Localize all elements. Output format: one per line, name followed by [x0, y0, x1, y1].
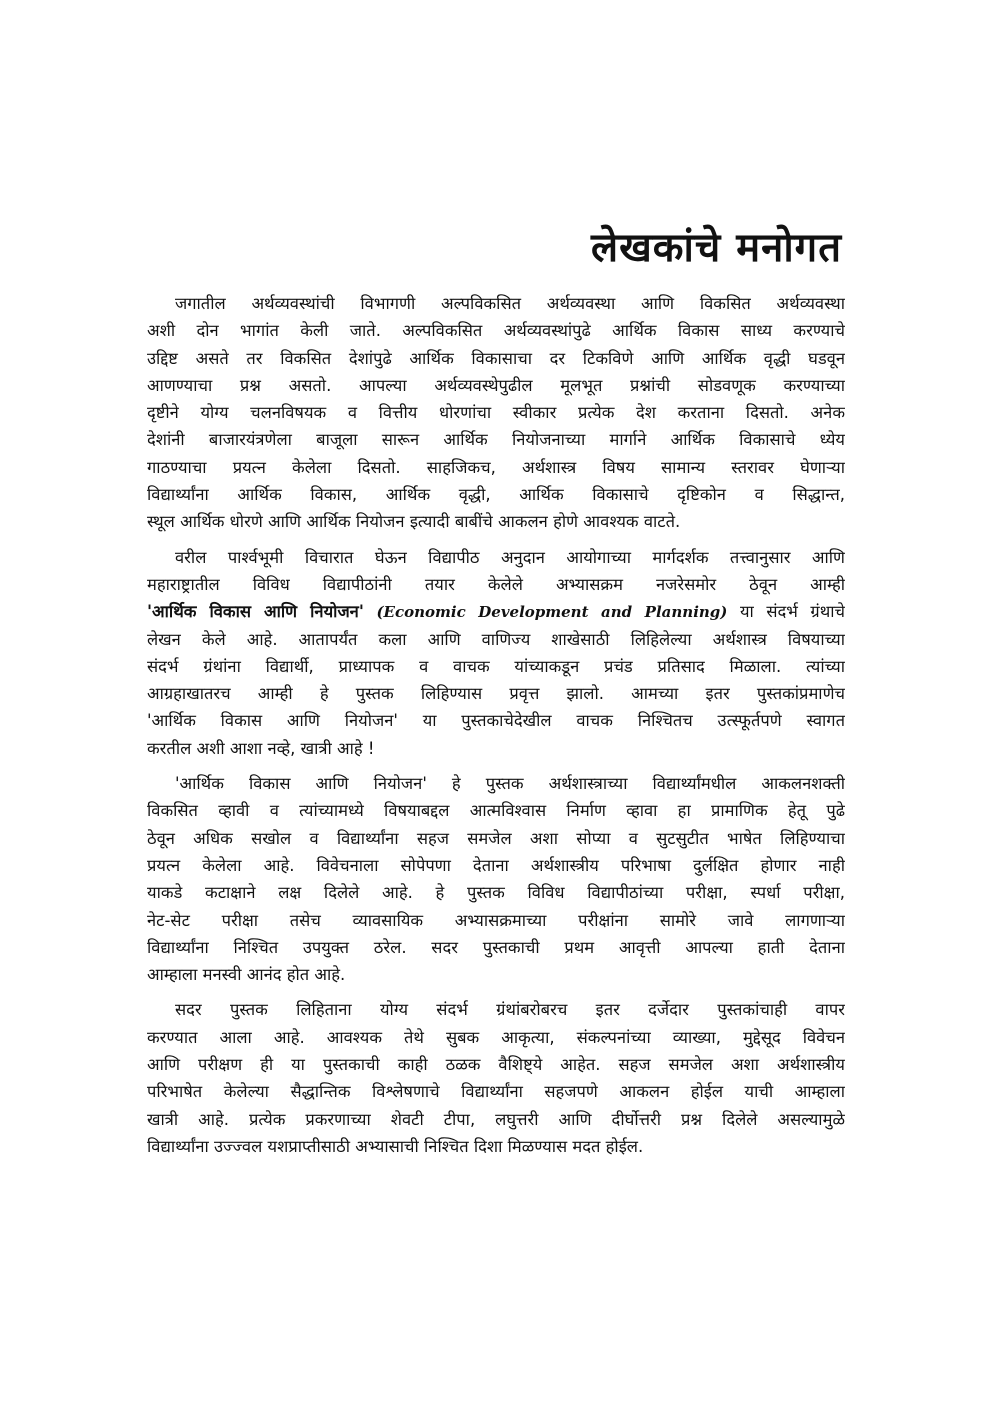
text-line: अशी दोन भागांत केली जाते. अल्पविकसित अर्थव्यवस्थांपुढे आर्थिक विकास साध्य करण्याचे: [147, 321, 845, 341]
text-line: आम्हाला मनस्वी आनंद होत आहे.: [147, 965, 346, 985]
text-line: आणण्याचा प्रश्न असतो. आपल्या अर्थव्यवस्थेपुढील मूलभूत प्रश्नांची सोडवणूक करण्याच्या: [147, 375, 845, 395]
preface-body: [147, 290, 845, 1168]
text-line: महाराष्ट्रातील विविध विद्यापीठांनी तयार केलेले अभ्यासक्रम नजरेसमोर ठेवून आम्ही: [147, 574, 845, 594]
paragraph: [147, 290, 845, 536]
text-line: वरील पार्श्वभूमी विचारात घेऊन विद्यापीठ अनुदान आयोगाच्या मार्गदर्शक तत्त्वानुसार आणि: [175, 547, 845, 567]
text-line: देशांनी बाजारयंत्रणेला बाजूला सारून आर्थिक नियोजनाच्या मार्गाने आर्थिक विकासाचे ध्येय: [147, 430, 845, 450]
text-line: आग्रहाखातरच आम्ही हे पुस्तक लिहिण्यास प्रवृत्त झालो. आमच्या इतर पुस्तकांप्रमाणेच: [147, 684, 845, 704]
text-line: विद्यार्थ्यांना उज्ज्वल यशप्राप्तीसाठी अभ्यासाची निश्चित दिशा मिळण्यास मदत होईल.: [147, 1136, 644, 1156]
english-book-title: (Economic Development and Planning): [376, 603, 728, 622]
paragraph: [147, 544, 845, 762]
text-line: विद्यार्थ्यांना निश्चित उपयुक्त ठरेल. सदर पुस्तकाची प्रथम आवृत्ती आपल्या हाती देताना: [147, 937, 845, 957]
text-line: करतील अशी आशा नव्हे, खात्री आहे !: [147, 738, 375, 758]
text-line: विकसित व्हावी व त्यांच्यामध्ये विषयाबद्दल आत्मविश्वास निर्माण व्हावा हा प्रामाणिक हेतू पुढे: [147, 801, 845, 821]
text-line: लेखन केले आहे. आतापर्यंत कला आणि वाणिज्य शाखेसाठी लिहिलेल्या अर्थशास्त्र विषयाच्या: [147, 629, 845, 649]
text-line: सदर पुस्तक लिहिताना योग्य संदर्भ ग्रंथांबरोबरच इतर दर्जेदार पुस्तकांचाही वापर: [175, 1000, 845, 1020]
text-line: 'आर्थिक विकास आणि नियोजन' या पुस्तकाचेदेखील वाचक निश्चितच उत्स्फूर्तपणे स्वागत: [147, 711, 845, 731]
text-line: ठेवून अधिक सखोल व विद्यार्थ्यांना सहज समजेल अशा सोप्या व सुटसुटीत भाषेत लिहिण्याचा: [147, 828, 845, 848]
text-line: प्रयत्न केलेला आहे. विवेचनाला सोपेपणा देताना अर्थशास्त्रीय परिभाषा दुर्लक्षित होणार नाही: [147, 855, 845, 875]
text-line: नेट-सेट परीक्षा तसेच व्यावसायिक अभ्यासक्रमाच्या परीक्षांना सामोरे जावे लागणाऱ्या: [147, 910, 845, 930]
text-line: करण्यात आला आहे. आवश्यक तेथे सुबक आकृत्या, संकल्पनांच्या व्याख्या, मुद्देसूद विवेचन: [147, 1027, 845, 1047]
page-title: लेखकांचे मनोगत: [590, 225, 842, 271]
text-line: आणि परीक्षण ही या पुस्तकाची काही ठळक वैशिष्ट्ये आहेत. सहज समजेल अशा अर्थशास्त्रीय: [147, 1055, 845, 1075]
text-line: परिभाषेत केलेल्या सैद्धान्तिक विश्लेषणाचे विद्यार्थ्यांना सहजपणे आकलन होईल याची आम्हाला: [147, 1082, 845, 1102]
text-line: संदर्भ ग्रंथांना विद्यार्थी, प्राध्यापक व वाचक यांच्याकडून प्रचंड प्रतिसाद मिळाला. त्यांच्या: [147, 656, 845, 676]
text-line: स्थूल आर्थिक धोरणे आणि आर्थिक नियोजन इत्यादी बाबींचे आकलन होणे आवश्यक वाटते.: [147, 512, 681, 532]
text-line: विद्यार्थ्यांना आर्थिक विकास, आर्थिक वृद्धी, आर्थिक विकासाचे दृष्टिकोन व सिद्धान्त,: [147, 485, 845, 505]
text-line: दृष्टीने योग्य चलनविषयक व वित्तीय धोरणांचा स्वीकार प्रत्येक देश करताना दिसतो. अनेक: [147, 403, 845, 423]
book-title: 'आर्थिक विकास आणि नियोजन': [147, 602, 364, 622]
text-line: जगातील अर्थव्यवस्थांची विभागणी अल्पविकसित अर्थव्यवस्था आणि विकसित अर्थव्यवस्था: [175, 294, 845, 313]
text-line: [147, 598, 845, 625]
line-rest: या संदर्भ ग्रंथाचे: [739, 602, 845, 622]
text-line: गाठण्याचा प्रयत्न केलेला दिसतो. साहजिकच, अर्थशास्त्र विषय सामान्य स्तरावर घेणाऱ्या: [147, 457, 845, 477]
text-line: याकडे कटाक्षाने लक्ष दिलेले आहे. हे पुस्तक विविध विद्यापीठांच्या परीक्षा, स्पर्धा परीक्षा,: [147, 883, 845, 903]
text-line: 'आर्थिक विकास आणि नियोजन' हे पुस्तक अर्थशास्त्राच्या विद्यार्थ्यांमधील आकलनशक्ती: [175, 774, 845, 794]
paragraph: [147, 770, 845, 988]
text-line: खात्री आहे. प्रत्येक प्रकरणाच्या शेवटी टीपा, लघुत्तरी आणि दीर्घोत्तरी प्रश्न दिलेले असल्यामुळे: [147, 1109, 845, 1129]
paragraph: [147, 996, 845, 1160]
text-line: उद्दिष्ट असते तर विकसित देशांपुढे आर्थिक विकासाचा दर टिकविणे आणि आर्थिक वृद्धी घडवून: [147, 348, 845, 368]
